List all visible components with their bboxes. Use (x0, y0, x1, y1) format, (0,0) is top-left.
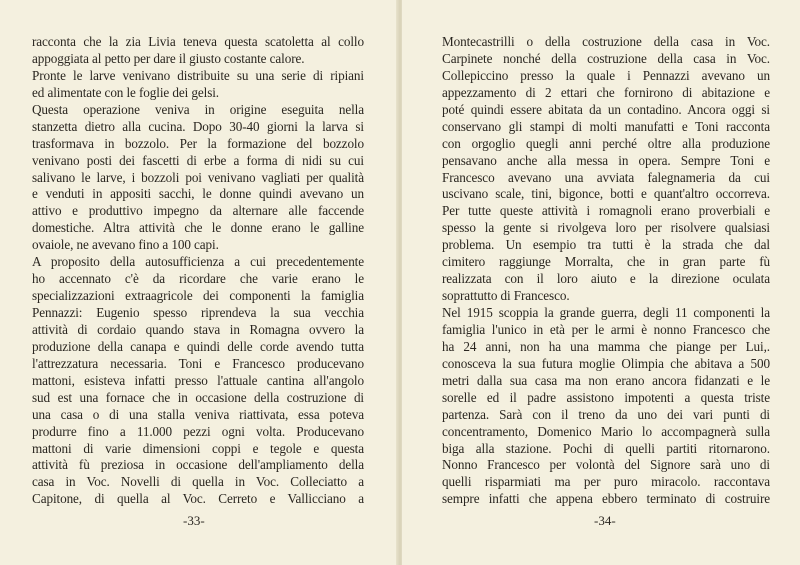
text-line: venivano posti dei fascetti di erbe a forma di nidi su cui (32, 152, 364, 168)
text-line: conosceva la sua futura moglie Olimpia che abitava a 500 (442, 355, 770, 371)
left-page-body-text (32, 34, 364, 508)
text-line: soprattutto di Francesco. (442, 288, 570, 304)
text-line: Capitone, di quella al Voc. Cerreto e Vallicciano a (32, 491, 364, 507)
right-page-body-text (442, 34, 770, 508)
text-line: ovaiole, ne avevano fino a 100 capi. (32, 237, 219, 253)
text-line: partenza. Sarà con il treno da uno dei vari punti di (442, 406, 770, 422)
text-line: cimitero raggiunge Morralta, che in gran parte fù (442, 254, 770, 270)
text-line: famiglia l'unico in età per le armi è nonno Francesco che (442, 321, 770, 337)
text-line: Nonno Francesco per volontà del Signore sarà uno di (442, 457, 770, 473)
text-line: metri dalla sua casa ma non erano ancora fidanzati e le (442, 372, 770, 388)
text-line: racconta che la zia Livia teneva questa scatoletta al collo (32, 34, 364, 49)
text-line: biga alla stazione. Pochi di quelli partiti ritornarono. (442, 440, 770, 456)
text-line: Carpinete nonché della costruzione della casa in Voc. (442, 50, 770, 66)
text-line: Collepiccino presso la quale i Pennazzi avevano un (442, 67, 770, 83)
text-line: casa in Voc. Novelli di quella in Voc. Colleciatto a (32, 474, 364, 490)
text-line: realizzata con il loro aiuto e la direzione oculata (442, 271, 770, 287)
text-line: attività di cordaio quando stava in Romagna ovvero la (32, 321, 364, 337)
text-line: problema. Un esempio tra tutti è la strada che dal (442, 237, 770, 253)
text-line: conservano gli stampi di molti manufatti e Toni racconta (442, 118, 770, 134)
text-line: A proposito della autosufficienza a cui precedentemente (32, 254, 364, 270)
text-line: Pronte le larve venivano distribuite su una serie di ripiani (32, 67, 364, 83)
text-line: produzione della canapa e quindi delle corde avendo tutta (32, 338, 364, 354)
text-line: l'attrezzatura necessaria. Toni e Francesco producevano (32, 355, 364, 371)
text-line: produrre fino a 11.000 pezzi ogni volta. Producevano (32, 423, 364, 439)
text-line: appezzamento di 2 ettari che fornirono di abitazione e (442, 84, 770, 100)
text-line: ho accennato c'è da ricordare che varie erano le (32, 271, 364, 287)
right-page (402, 0, 800, 565)
text-line: Questa operazione veniva in origine eseguita nella (32, 101, 364, 117)
text-line: una casa o di una stalla veniva riattivata, essa poteva (32, 406, 364, 422)
text-line: Francesco avevano una avviata falegnameria da cui (442, 169, 770, 185)
text-line: sorelle ed il padre assistono impotenti a questa triste (442, 389, 770, 405)
text-line: Nel 1915 scoppia la grande guerra, degli 11 componenti la (442, 305, 770, 320)
text-line: poté quindi essere abitata da un contadino. Ancora oggi si (442, 101, 770, 117)
text-line: Montecastrilli o della costruzione della casa in Voc. (442, 34, 770, 49)
text-line: Pennazzi: Eugenio spesso riprendeva la sua vecchia (32, 305, 364, 320)
text-line: salivano le larve, i bozzoli poi venivano vagliati per qualità (32, 169, 364, 185)
text-line: mattoni di varie dimensioni coppi e tegole e questa (32, 440, 364, 456)
text-line: uscivano scale, tini, bigonce, botti e quant'altro occorreva. (442, 186, 770, 202)
text-line: pensavano anche alla messa in opera. Sempre Toni e (442, 152, 770, 168)
text-line: e venduti in appositi sacchi, le donne quindi avevano un (32, 186, 364, 202)
text-line: trasformava in bozzolo. Per la formazione del bozzolo (32, 135, 364, 151)
text-line: concentramento, Domenico Mario lo accompagnerà sulla (442, 423, 770, 439)
text-line: sempre infatti che appena ebbero terminato di costruire (442, 491, 770, 507)
text-line: mattoni, esisteva infatti presso l'attuale cantina all'angolo (32, 372, 364, 388)
text-line: domestiche. Altra attività che le donne erano le galline (32, 220, 364, 236)
text-line: sud est una fornace che in occasione della costruzione di (32, 389, 364, 405)
text-line: attivo e produttivo impegno da alternare alle faccende (32, 203, 364, 219)
left-page (0, 0, 398, 565)
text-line: spesso la gente si rivolgeva loro per risolvere qualsiasi (442, 220, 770, 236)
text-line: quelli risparmiati ma per puro miracolo. raccontava (442, 474, 770, 490)
text-line: ed alimentate con le foglie dei gelsi. (32, 84, 219, 100)
text-line: specializzazioni extraagricole dei componenti la famiglia (32, 288, 364, 304)
text-line: con orgoglio quegli anni perché oltre alla produzione (442, 135, 770, 151)
left-page-number: -33- (183, 513, 205, 528)
text-line: appoggiata al petto per dare il giusto costante calore. (32, 50, 305, 66)
text-line: ha 24 anni, non ha una mamma che piange per Lui,. (442, 338, 770, 354)
text-line: stanzetta dietro alla cucina. Dopo 30-40 giorni la larva si (32, 118, 364, 134)
text-line: attività fù preziosa in occasione dell'ampliamento della (32, 457, 364, 473)
text-line: Per tutte queste attività i romagnoli erano proverbiali e (442, 203, 770, 219)
right-page-number: -34- (594, 513, 616, 528)
